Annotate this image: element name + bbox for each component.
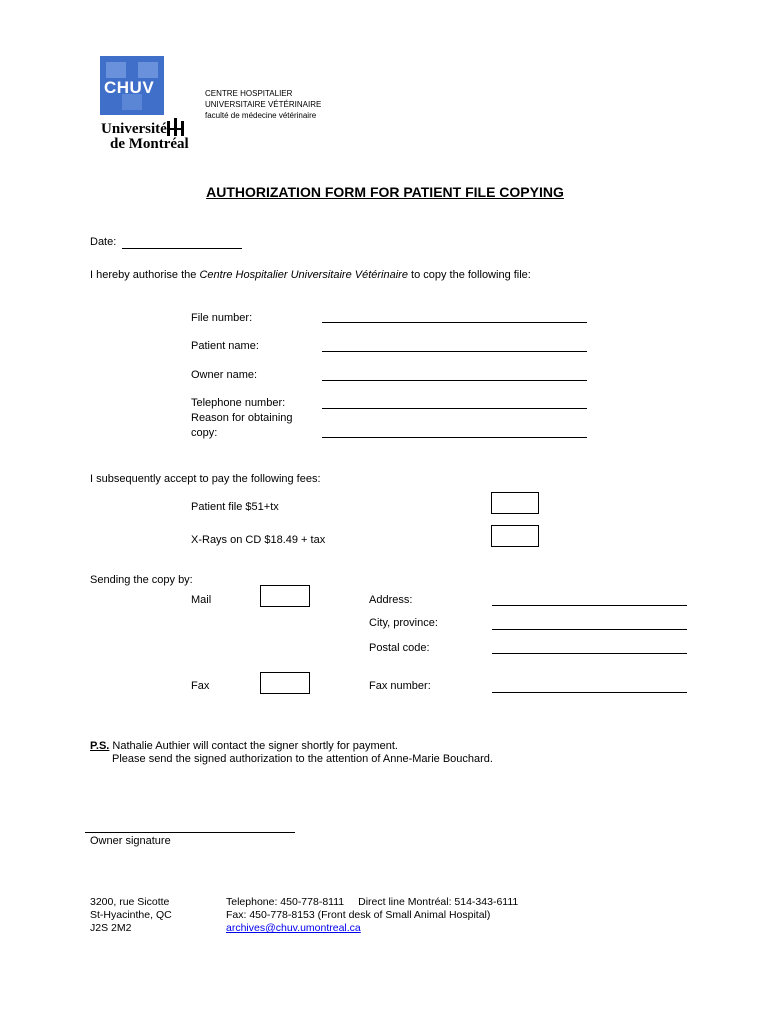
reason-label: Reason for obtaining copy:	[191, 412, 293, 439]
footer-telephone: Telephone: 450-778-8111	[226, 896, 345, 908]
sending-intro: Sending the copy by:	[90, 574, 193, 586]
university-emblem-icon	[166, 117, 188, 137]
footer-fax: Fax: 450-778-8153 (Front desk of Small Animal Hospital)	[226, 909, 491, 921]
xrays-fee-label: X-Rays on CD $18.49 + tax	[191, 534, 326, 546]
telephone-label: Telephone number:	[191, 397, 286, 409]
date-label: Date:	[90, 236, 117, 248]
university-line-2: de Montréal	[110, 136, 189, 152]
patient-file-fee-label: Patient file $51+tx	[191, 501, 279, 513]
hospital-line-2: UNIVERSITAIRE VÉTÉRINAIRE	[205, 100, 322, 109]
address-label: Address:	[369, 594, 413, 606]
fees-intro: I subsequently accept to pay the following fees:	[90, 473, 321, 485]
ps-line-2: Please send the signed authorization to the attention of Anne-Marie Bouchard.	[112, 753, 493, 765]
mail-checkbox[interactable]	[260, 585, 310, 607]
hospital-name-block	[205, 88, 321, 121]
patient-name-label: Patient name:	[191, 340, 259, 352]
owner-name-field[interactable]	[322, 380, 587, 381]
owner-name-label: Owner name:	[191, 369, 258, 381]
file-number-label: File number:	[191, 312, 253, 324]
ps-line-1: P.S. Nathalie Authier will contact the signer shortly for payment.	[90, 740, 398, 752]
mail-label: Mail	[191, 594, 212, 606]
form-title: AUTHORIZATION FORM FOR PATIENT FILE COPYING	[206, 184, 564, 200]
chuv-logo-text: CHUV	[104, 78, 155, 97]
fax-number-label: Fax number:	[369, 680, 431, 692]
hospital-line-1: CENTRE HOSPITALIER	[205, 89, 293, 98]
date-field[interactable]	[122, 248, 242, 249]
reason-field[interactable]	[322, 437, 587, 438]
chuv-logo	[100, 56, 164, 115]
hospital-line-3: faculté de médecine vétérinaire	[205, 111, 317, 120]
postal-code-field[interactable]	[492, 653, 687, 654]
footer-address: 3200, rue Sicotte St-Hyacinthe, QC J2S 2M2	[90, 896, 172, 934]
university-line-1: Université	[101, 121, 167, 137]
ps-prefix: P.S.	[90, 740, 110, 752]
telephone-field[interactable]	[322, 408, 587, 409]
fax-label: Fax	[191, 680, 210, 692]
authorisation-sentence: I hereby authorise the Centre Hospitalier Universitaire Vétérinaire to copy the following file:	[90, 269, 531, 281]
signature-label: Owner signature	[90, 835, 171, 847]
fax-number-field[interactable]	[492, 692, 687, 693]
patient-name-field[interactable]	[322, 351, 587, 352]
signature-line[interactable]	[85, 832, 295, 833]
footer-direct-line: Direct line Montréal: 514-343-6111	[358, 896, 519, 908]
city-province-label: City, province:	[369, 617, 438, 629]
fax-checkbox[interactable]	[260, 672, 310, 694]
xrays-checkbox[interactable]	[491, 525, 539, 547]
file-number-field[interactable]	[322, 322, 587, 323]
postal-code-label: Postal code:	[369, 642, 430, 654]
footer-contact	[226, 896, 518, 935]
footer-email-link[interactable]: archives@chuv.umontreal.ca	[226, 922, 361, 934]
patient-file-checkbox[interactable]	[491, 492, 539, 514]
city-province-field[interactable]	[492, 629, 687, 630]
address-field[interactable]	[492, 605, 687, 606]
